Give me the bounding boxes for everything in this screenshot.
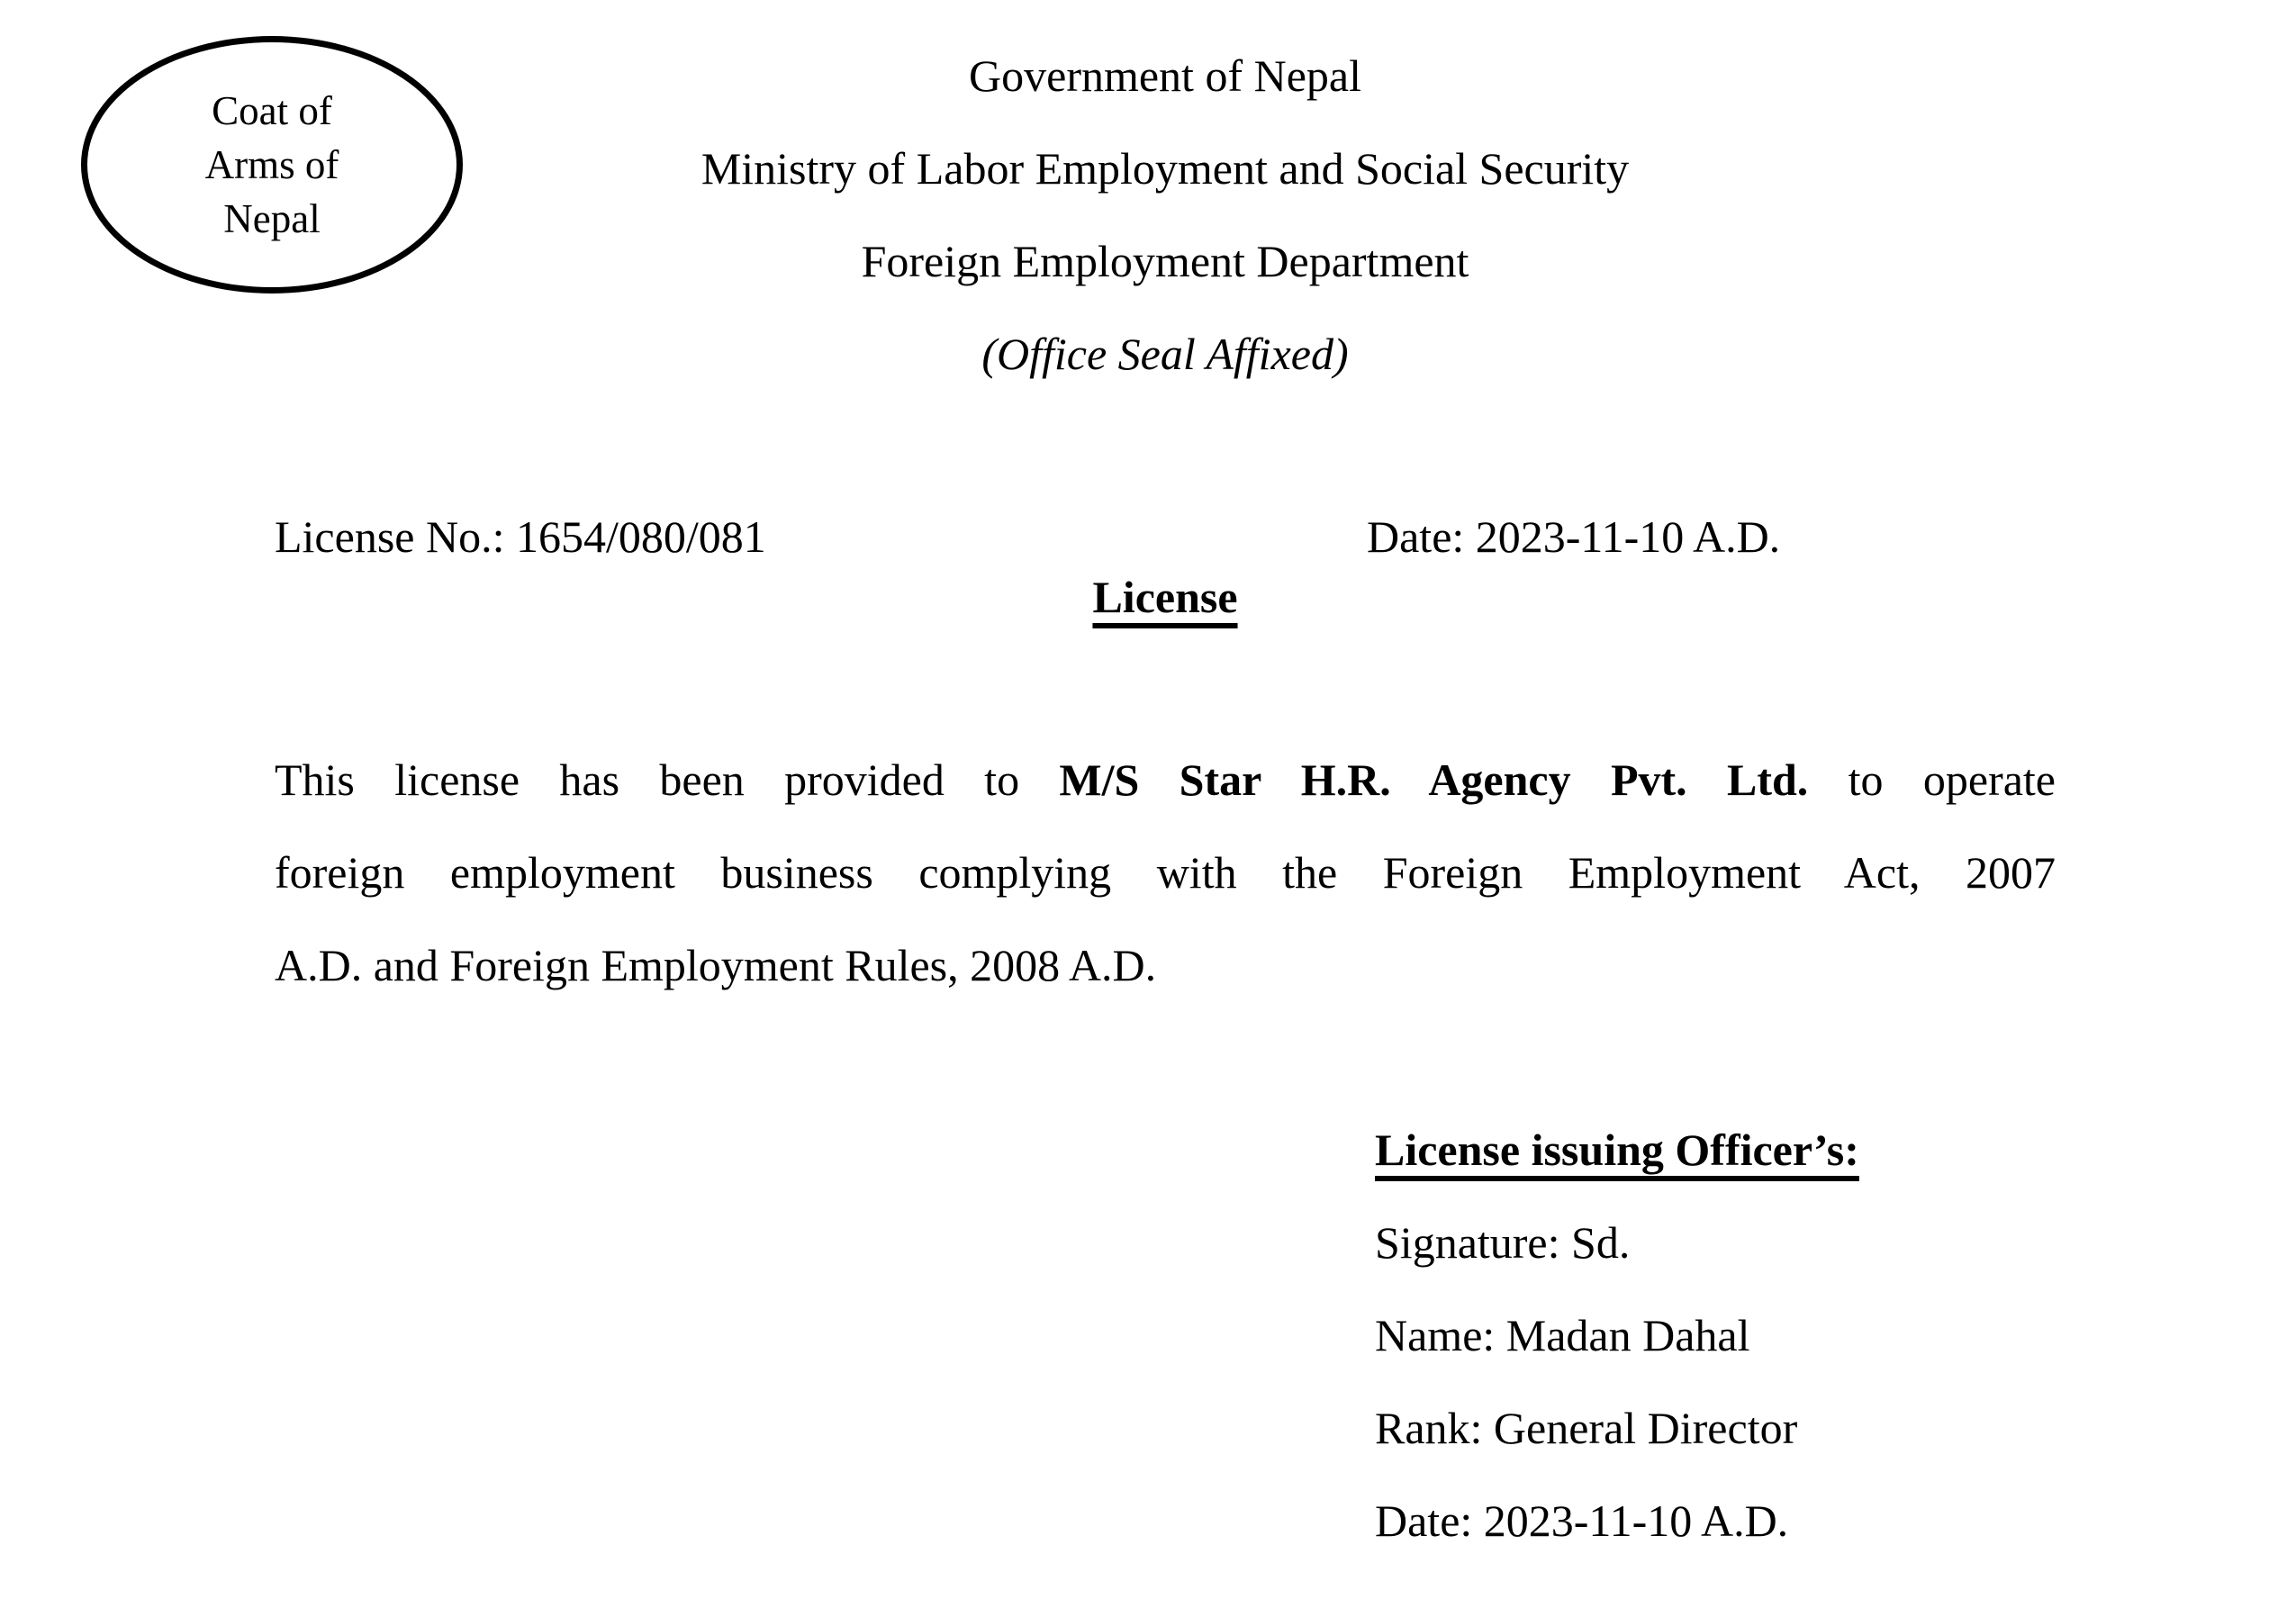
- coat-of-arms-line-3: Nepal: [223, 196, 321, 241]
- office-seal-note: (Office Seal Affixed): [981, 329, 1349, 379]
- letterhead-government: Government of Nepal: [969, 50, 1361, 101]
- officer-name: Name: Madan Dahal: [1375, 1310, 1750, 1360]
- body-line-1-post: to operate: [1808, 754, 2056, 805]
- document-title: [275, 551, 2056, 644]
- body-line-1: [275, 734, 2056, 827]
- letterhead-ministry: Ministry of Labor Employment and Social Security: [701, 143, 1630, 194]
- body-line-3: A.D. and Foreign Employment Rules, 2008 A.D.: [275, 940, 1157, 990]
- coat-of-arms-line-1: Coat of: [212, 88, 332, 133]
- agency-name: M/S Star H.R. Agency Pvt. Ltd.: [1059, 754, 1809, 805]
- license-number: License No.: 1654/080/081: [275, 511, 766, 562]
- officer-date: Date: 2023-11-10 A.D.: [1375, 1495, 1789, 1546]
- issuing-officer-block: [1375, 1104, 1859, 1567]
- license-body-paragraph: [275, 734, 2056, 1012]
- coat-of-arms-line-2: Arms of: [204, 142, 339, 187]
- officer-heading-text: License issuing Officer’s:: [1375, 1125, 1859, 1175]
- officer-rank: Rank: General Director: [1375, 1403, 1798, 1453]
- letterhead: [275, 30, 2056, 401]
- officer-signature: Signature: Sd.: [1375, 1217, 1631, 1268]
- issue-date: Date: 2023-11-10 A.D.: [1367, 511, 1781, 562]
- body-line-1-pre: This license has been provided to: [275, 754, 1060, 805]
- letterhead-department: Foreign Employment Department: [861, 236, 1469, 286]
- body-line-2: foreign employment business complying with the Foreign Employment Act, 2007: [275, 847, 2056, 898]
- officer-heading: [1375, 1104, 1859, 1197]
- document-title-text: License: [1092, 572, 1238, 622]
